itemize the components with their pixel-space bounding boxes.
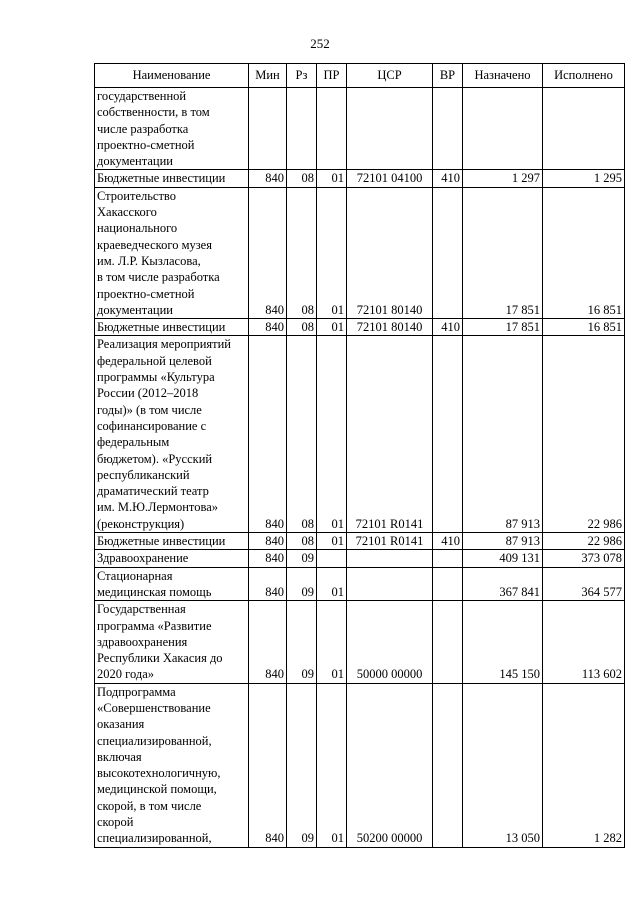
cell-rz: 08 (287, 187, 317, 318)
cell-pr: 01 (317, 336, 347, 533)
cell-name (95, 683, 249, 847)
cell-name (95, 336, 249, 533)
cell-csr: 72101 R0141 (347, 533, 433, 550)
cell-name-line: специализированной, (97, 831, 212, 846)
cell-csr (347, 550, 433, 567)
cell-min (249, 88, 287, 170)
cell-name-line: им. Л.Р. Кызласова, (97, 253, 201, 268)
cell-rz: 08 (287, 170, 317, 187)
cell-name-line: проектно-сметной (97, 286, 195, 301)
cell-pr: 01 (317, 170, 347, 187)
cell-executed: 22 986 (543, 336, 625, 533)
cell-name (95, 187, 249, 318)
cell-vr: 410 (433, 170, 463, 187)
header-min: Мин (249, 64, 287, 88)
cell-name-line: специализированной, (97, 733, 212, 748)
cell-name-line: Подпрограмма (97, 684, 176, 699)
cell-vr (433, 567, 463, 601)
cell-name-line: проектно-сметной (97, 137, 195, 152)
cell-vr (433, 336, 463, 533)
cell-rz: 09 (287, 601, 317, 683)
cell-name-line: собственности, в том (97, 105, 210, 120)
cell-assigned: 17 851 (463, 319, 543, 336)
cell-name-line: России (2012–2018 (97, 386, 199, 401)
cell-min: 840 (249, 533, 287, 550)
cell-rz: 08 (287, 533, 317, 550)
cell-min: 840 (249, 567, 287, 601)
cell-executed: 1 295 (543, 170, 625, 187)
cell-csr: 72101 80140 (347, 187, 433, 318)
cell-name (95, 88, 249, 170)
cell-name-line: Бюджетные инвестиции (97, 534, 226, 549)
cell-csr: 72101 80140 (347, 319, 433, 336)
cell-name-line: федеральным (97, 435, 170, 450)
cell-name-line: Здравоохранение (97, 551, 189, 566)
cell-pr: 01 (317, 683, 347, 847)
table-body (95, 88, 625, 848)
cell-name-line: Строительство (97, 188, 177, 203)
cell-csr: 50200 00000 (347, 683, 433, 847)
budget-table (94, 63, 625, 848)
table-row (95, 683, 625, 847)
cell-name-line: краеведческого музея (97, 237, 212, 252)
cell-name-line: годы)» (в том числе (97, 402, 202, 417)
table-header-row (95, 64, 625, 88)
cell-name (95, 319, 249, 336)
cell-name-line: Республики Хакасия до (97, 651, 223, 666)
cell-name-line: драматический театр (97, 484, 209, 499)
cell-vr (433, 601, 463, 683)
cell-min: 840 (249, 336, 287, 533)
cell-name (95, 170, 249, 187)
header-executed: Исполнено (543, 64, 625, 88)
table-row (95, 187, 625, 318)
cell-name-line: в том числе разработка (97, 270, 220, 285)
cell-name-line: медицинской помощи, (97, 782, 217, 797)
cell-assigned: 87 913 (463, 336, 543, 533)
cell-assigned: 367 841 (463, 567, 543, 601)
table-row (95, 533, 625, 550)
cell-csr: 72101 04100 (347, 170, 433, 187)
cell-executed: 16 851 (543, 187, 625, 318)
cell-name-line: документации (97, 154, 173, 169)
cell-rz: 09 (287, 683, 317, 847)
cell-vr: 410 (433, 533, 463, 550)
cell-rz (287, 88, 317, 170)
cell-vr (433, 683, 463, 847)
cell-name-line: им. М.Ю.Лермонтова» (97, 500, 218, 515)
cell-pr: 01 (317, 533, 347, 550)
header-name: Наименование (95, 64, 249, 88)
cell-name-line: высокотехнологичную, (97, 766, 221, 781)
table-row (95, 567, 625, 601)
cell-name-line: «Совершенствование (97, 700, 211, 715)
cell-min: 840 (249, 683, 287, 847)
cell-name-line: софинансирование с (97, 418, 207, 433)
header-pr: ПР (317, 64, 347, 88)
cell-vr: 410 (433, 319, 463, 336)
cell-assigned: 1 297 (463, 170, 543, 187)
cell-name-line: скорой, в том числе (97, 798, 202, 813)
table-row (95, 550, 625, 567)
table-row (95, 336, 625, 533)
cell-name (95, 567, 249, 601)
cell-executed: 16 851 (543, 319, 625, 336)
cell-assigned: 145 150 (463, 601, 543, 683)
table-row (95, 319, 625, 336)
cell-csr (347, 88, 433, 170)
cell-name-line: Стационарная (97, 568, 173, 583)
cell-name-line: Бюджетные инвестиции (97, 171, 226, 186)
cell-name-line: программа «Развитие (97, 618, 212, 633)
cell-name-line: федеральной целевой (97, 353, 212, 368)
cell-pr: 01 (317, 319, 347, 336)
cell-vr (433, 187, 463, 318)
cell-min: 840 (249, 170, 287, 187)
cell-name-line: программы «Культура (97, 370, 215, 385)
cell-assigned: 87 913 (463, 533, 543, 550)
cell-name-line: государственной (97, 89, 187, 103)
cell-vr (433, 88, 463, 170)
cell-rz: 09 (287, 567, 317, 601)
cell-assigned (463, 88, 543, 170)
cell-csr: 50000 00000 (347, 601, 433, 683)
cell-pr (317, 550, 347, 567)
cell-name-line: 2020 года» (97, 667, 154, 682)
table-row (95, 88, 625, 170)
cell-name-line: Бюджетные инвестиции (97, 320, 226, 335)
cell-min: 840 (249, 319, 287, 336)
cell-pr: 01 (317, 567, 347, 601)
cell-executed: 22 986 (543, 533, 625, 550)
cell-min: 840 (249, 601, 287, 683)
cell-rz: 09 (287, 550, 317, 567)
cell-name-line: национального (97, 221, 178, 236)
cell-assigned: 17 851 (463, 187, 543, 318)
cell-csr: 72101 R0141 (347, 336, 433, 533)
cell-name-line: республиканский (97, 467, 190, 482)
cell-name (95, 550, 249, 567)
cell-name-line: Государственная (97, 602, 186, 617)
cell-pr (317, 88, 347, 170)
table-row (95, 170, 625, 187)
header-assigned: Назначено (463, 64, 543, 88)
cell-pr: 01 (317, 601, 347, 683)
page-number: 252 (310, 36, 330, 51)
cell-executed: 364 577 (543, 567, 625, 601)
cell-name-line: включая (97, 749, 142, 764)
cell-min: 840 (249, 187, 287, 318)
cell-name-line: оказания (97, 717, 145, 732)
cell-name-line: бюджетом). «Русский (97, 451, 213, 466)
cell-csr (347, 567, 433, 601)
cell-name-line: Реализация мероприятий (97, 337, 231, 352)
cell-name-line: Хакасского (97, 205, 157, 220)
cell-rz: 08 (287, 336, 317, 533)
cell-executed: 1 282 (543, 683, 625, 847)
cell-name-line: здравоохранения (97, 634, 188, 649)
header-csr: ЦСР (347, 64, 433, 88)
cell-assigned: 13 050 (463, 683, 543, 847)
cell-name-line: скорой (97, 815, 134, 830)
cell-executed (543, 88, 625, 170)
cell-name-line: (реконструкция) (97, 516, 185, 531)
cell-name (95, 601, 249, 683)
table-row (95, 601, 625, 683)
cell-name-line: документации (97, 302, 173, 317)
cell-min: 840 (249, 550, 287, 567)
cell-pr: 01 (317, 187, 347, 318)
cell-rz: 08 (287, 319, 317, 336)
header-vr: ВР (433, 64, 463, 88)
cell-assigned: 409 131 (463, 550, 543, 567)
cell-executed: 113 602 (543, 601, 625, 683)
cell-vr (433, 550, 463, 567)
cell-name-line: числе разработка (97, 121, 189, 136)
header-rz: Рз (287, 64, 317, 88)
cell-name (95, 533, 249, 550)
cell-executed: 373 078 (543, 550, 625, 567)
cell-name-line: медицинская помощь (97, 584, 212, 599)
